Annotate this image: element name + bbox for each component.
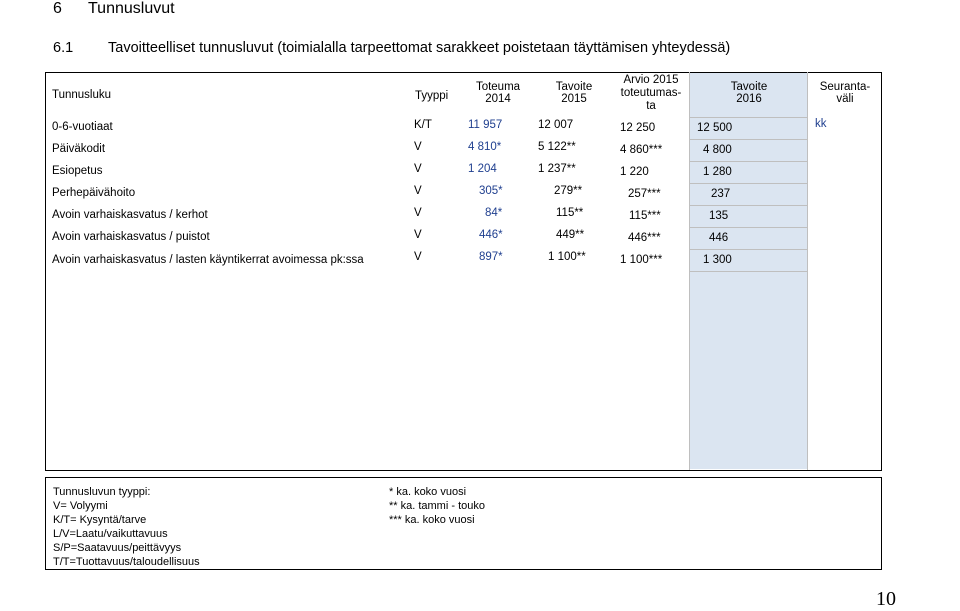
row-separator bbox=[690, 117, 807, 118]
row-tavoite-2015: 279** bbox=[554, 185, 583, 197]
row-arvio: 1 220 bbox=[620, 166, 649, 178]
row-type: V bbox=[414, 229, 422, 241]
legend-note-line: *** ka. koko vuosi bbox=[389, 514, 475, 526]
row-type: V bbox=[414, 163, 422, 175]
header-tavoite-2015-line1: Tavoite bbox=[555, 81, 593, 93]
row-type: V bbox=[414, 141, 422, 153]
header-seurantavali bbox=[812, 81, 878, 105]
legend-type-line: L/V=Laatu/vaikuttavuus bbox=[53, 528, 168, 540]
header-toteuma bbox=[472, 81, 524, 105]
row-toteuma: 446* bbox=[479, 229, 503, 241]
row-toteuma: 11 957 bbox=[468, 119, 503, 131]
header-toteuma-line1: Toteuma bbox=[475, 81, 521, 93]
row-tavoite-2016: 12 500 bbox=[697, 122, 733, 134]
row-name: 0-6-vuotiaat bbox=[52, 121, 113, 133]
row-type: K/T bbox=[414, 119, 432, 131]
column-separator bbox=[807, 72, 808, 470]
row-tavoite-2015: 1 237** bbox=[538, 163, 576, 175]
row-name: Avoin varhaiskasvatus / kerhot bbox=[52, 209, 208, 221]
row-arvio: 12 250 bbox=[620, 122, 656, 134]
legend-type-line: Tunnusluvun tyyppi: bbox=[53, 486, 151, 498]
row-name: Avoin varhaiskasvatus / lasten käyntikerrat avoimessa pk:ssa bbox=[52, 254, 364, 266]
header-tyyppi: Tyyppi bbox=[415, 90, 449, 102]
legend-note-line: * ka. koko vuosi bbox=[389, 486, 467, 498]
row-arvio: 115*** bbox=[629, 210, 661, 222]
subheading-number: 6.1 bbox=[53, 40, 74, 56]
row-tavoite-2016: 4 800 bbox=[703, 144, 732, 156]
row-tavoite-2015: 449** bbox=[556, 229, 585, 241]
subheading-title: Tavoitteelliset tunnusluvut (toimialalla tarpeettomat sarakkeet poistetaan täyttämisen yhteydessä) bbox=[108, 40, 731, 56]
header-tunnusluku: Tunnusluku bbox=[52, 89, 112, 101]
header-arvio-line3: ta bbox=[646, 100, 656, 112]
page-number: 10 bbox=[876, 588, 896, 610]
row-type: V bbox=[414, 207, 422, 219]
header-seuranta-line2: väli bbox=[836, 93, 854, 105]
header-tavoite-2016 bbox=[718, 81, 780, 105]
row-arvio: 257*** bbox=[628, 188, 661, 200]
header-arvio-line2: toteutumas- bbox=[620, 87, 682, 99]
row-seuranta: kk bbox=[815, 118, 827, 130]
row-separator bbox=[690, 161, 807, 162]
row-tavoite-2016: 1 300 bbox=[703, 254, 732, 266]
header-arvio-line1: Arvio 2015 bbox=[623, 74, 679, 86]
row-tavoite-2016: 446 bbox=[709, 232, 729, 244]
header-tavoite-2016-line2: 2016 bbox=[736, 93, 762, 105]
row-tavoite-2015: 5 122** bbox=[538, 141, 576, 153]
legend-type-line: V= Volyymi bbox=[53, 500, 108, 512]
row-tavoite-2015: 12 007 bbox=[538, 119, 574, 131]
row-toteuma: 4 810* bbox=[468, 141, 502, 153]
row-tavoite-2015: 1 100** bbox=[548, 251, 586, 263]
row-tavoite-2015: 115** bbox=[556, 207, 584, 219]
row-arvio: 446*** bbox=[628, 232, 661, 244]
row-toteuma: 84* bbox=[485, 207, 503, 219]
row-name: Päiväkodit bbox=[52, 143, 106, 155]
header-tavoite-2016-line1: Tavoite bbox=[730, 81, 768, 93]
legend-notes bbox=[389, 485, 485, 527]
header-tavoite-2015 bbox=[548, 81, 600, 105]
legend-type-line: S/P=Saatavuus/peittävyys bbox=[53, 542, 182, 554]
row-arvio: 1 100*** bbox=[620, 254, 663, 266]
heading-number: 6 bbox=[53, 0, 62, 17]
row-separator bbox=[690, 205, 807, 206]
header-arvio bbox=[612, 74, 690, 113]
header-tavoite-2015-line2: 2015 bbox=[561, 93, 587, 105]
row-toteuma: 1 204 bbox=[468, 163, 497, 175]
legend-types bbox=[53, 485, 200, 569]
row-toteuma: 305* bbox=[479, 185, 503, 197]
legend-type-line: T/T=Tuottavuus/taloudellisuus bbox=[53, 556, 200, 568]
row-name: Esiopetus bbox=[52, 165, 103, 177]
row-name: Perhepäivähoito bbox=[52, 187, 136, 199]
row-tavoite-2016: 135 bbox=[709, 210, 729, 222]
row-separator bbox=[690, 227, 807, 228]
row-separator bbox=[690, 271, 807, 272]
row-type: V bbox=[414, 251, 422, 263]
legend-type-line: K/T= Kysyntä/tarve bbox=[53, 514, 147, 526]
row-tavoite-2016: 237 bbox=[711, 188, 731, 200]
row-tavoite-2016: 1 280 bbox=[703, 166, 732, 178]
row-type: V bbox=[414, 185, 422, 197]
header-toteuma-line2: 2014 bbox=[485, 93, 511, 105]
header-seuranta-line1: Seuranta- bbox=[819, 81, 871, 93]
heading-title: Tunnusluvut bbox=[88, 0, 175, 17]
row-separator bbox=[690, 183, 807, 184]
legend-note-line: ** ka. tammi - touko bbox=[389, 500, 485, 512]
row-arvio: 4 860*** bbox=[620, 144, 663, 156]
row-name: Avoin varhaiskasvatus / puistot bbox=[52, 231, 210, 243]
row-toteuma: 897* bbox=[479, 251, 503, 263]
row-separator bbox=[690, 139, 807, 140]
row-separator bbox=[690, 249, 807, 250]
